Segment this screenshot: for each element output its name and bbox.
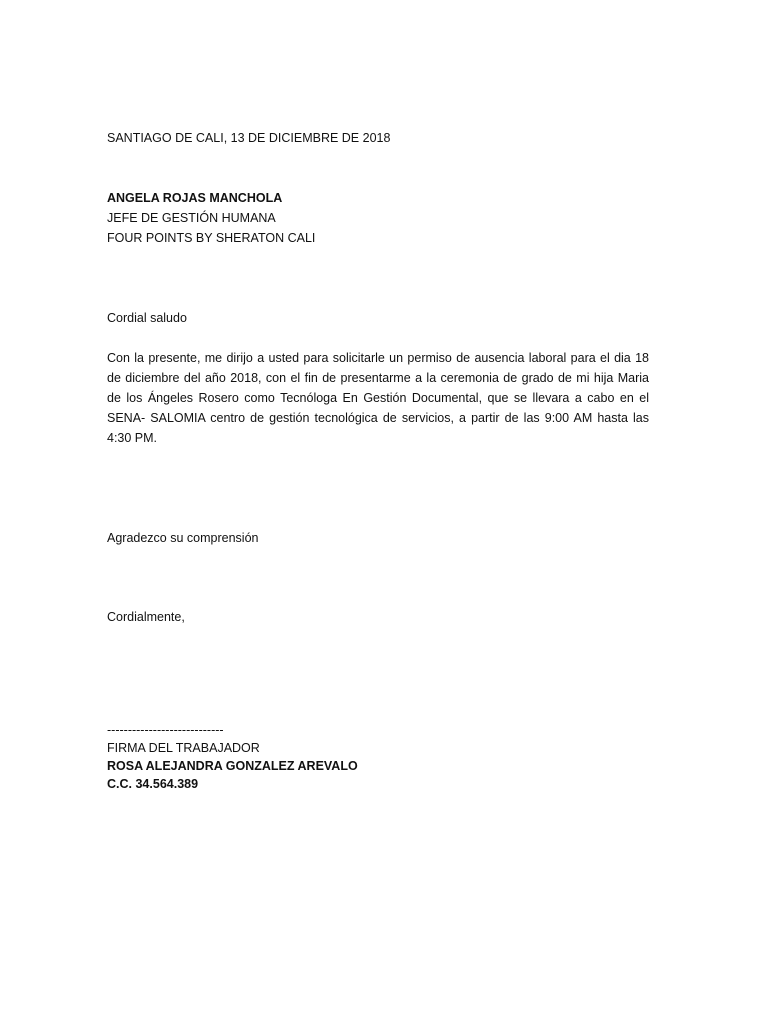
body-line: Con la presente, me dirijo a usted para solicitarle un permiso de ausencia laboral para el dia 18 [107, 351, 649, 365]
date-line: SANTIAGO DE CALI, 13 DE DICIEMBRE DE 2018 [107, 131, 391, 145]
closing-line: Cordialmente, [107, 610, 185, 624]
signature-label: FIRMA DEL TRABAJADOR [107, 741, 260, 755]
signer-id-prefix: C.C. [107, 777, 132, 791]
signature-line: ---------------------------- [107, 723, 224, 737]
body-line: 4:30 PM. [107, 431, 158, 445]
body-line: de los Ángeles Rosero como Tecnóloga En Gestión Documental, que se llevara a cabo en el [107, 391, 649, 405]
signer-name: ROSA ALEJANDRA GONZALEZ AREVALO [107, 759, 358, 773]
thanks-line: Agradezco su comprensión [107, 531, 259, 545]
recipient-company: FOUR POINTS BY SHERATON CALI [107, 231, 316, 245]
body-line: SENA- SALOMIA centro de gestión tecnológica de servicios, a partir de las 9:00 AM hasta las [107, 411, 649, 425]
greeting: Cordial saludo [107, 311, 187, 325]
recipient-position: JEFE DE GESTIÓN HUMANA [107, 211, 276, 225]
body-paragraph [107, 348, 649, 448]
signer-id-number: 34.564.389 [135, 777, 199, 791]
signer-id [107, 774, 198, 794]
body-line: de diciembre del año 2018, con el fin de presentarme a la ceremonia de grado de mi hija Maria [107, 371, 649, 385]
recipient-name: ANGELA ROJAS MANCHOLA [107, 191, 283, 205]
